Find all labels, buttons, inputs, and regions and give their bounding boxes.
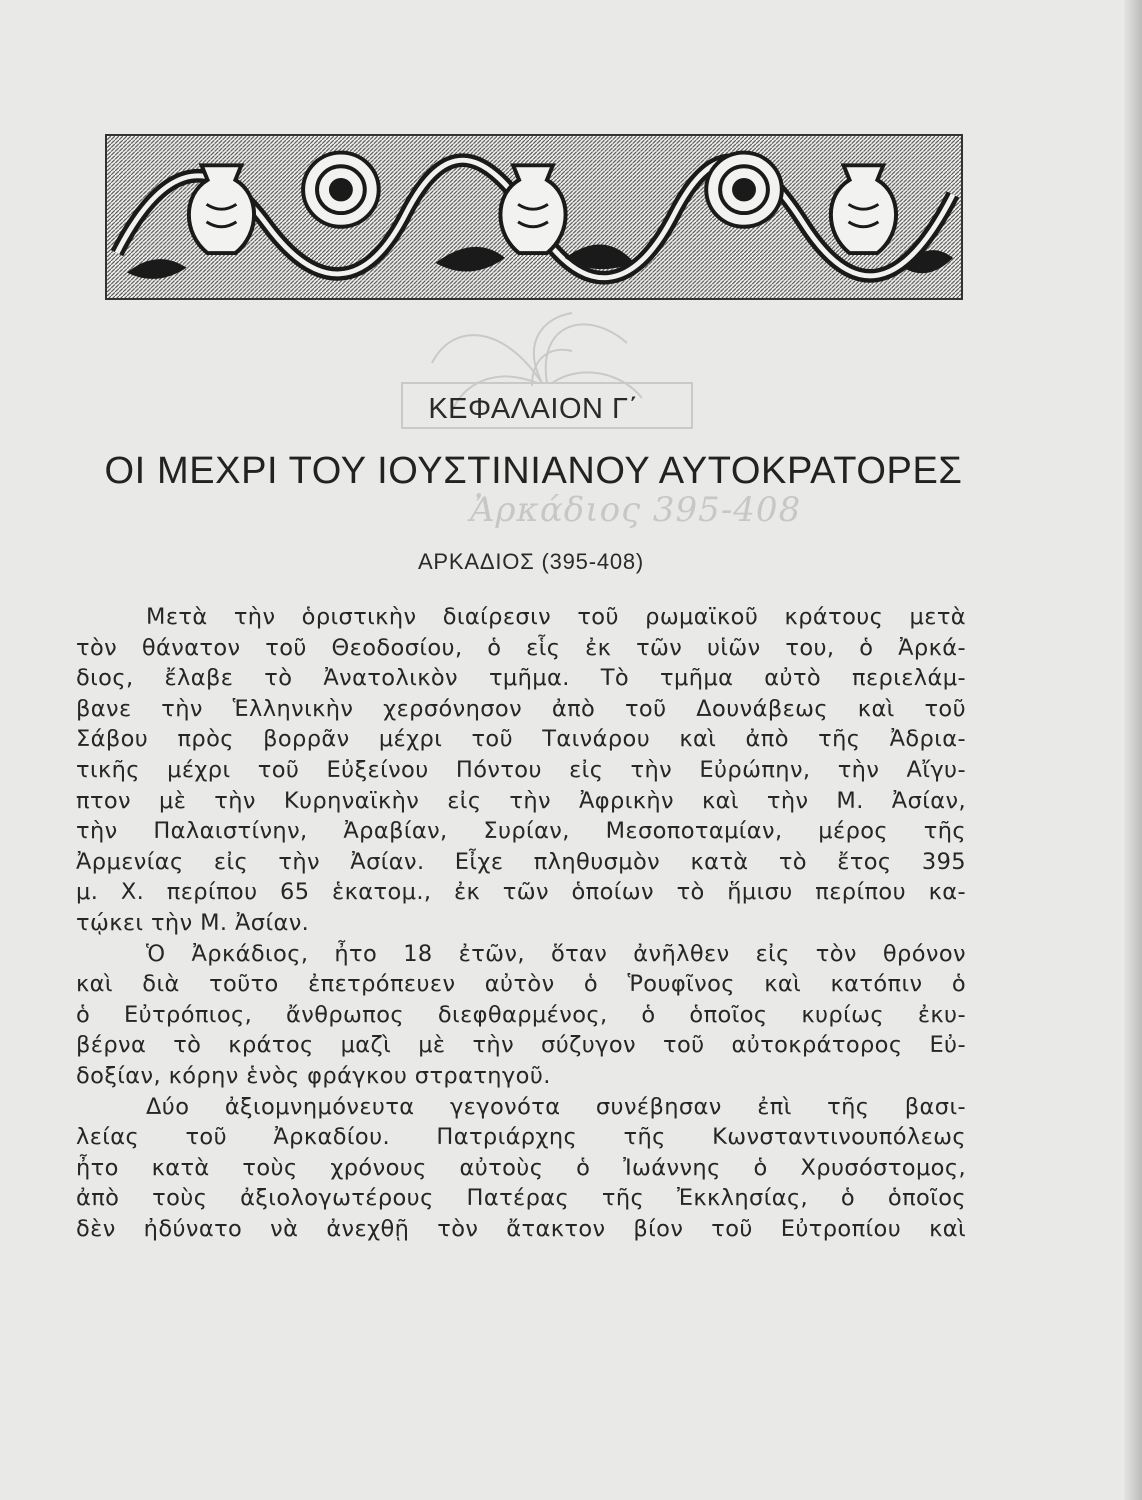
text-line: δὲν ἠδύνατο νὰ ἀνεχθῇ τὸν ἄτακτον βίον τοῦ Εὐτροπίου καὶ: [76, 1215, 966, 1242]
section-heading: ΑΡΚΑΔΙΟΣ (395-408): [417, 549, 645, 574]
text-line: δοξίαν, κόρην ἑνὸς φράγκου στρατηγοῦ.: [76, 1062, 551, 1089]
text-line: διος, ἔλαβε τὸ Ἀνατολικὸν τμῆμα. Τὸ τμῆμα αὐτὸ περιελάμ-: [76, 665, 966, 692]
body-text: [76, 602, 966, 1244]
text-line: Μετὰ τὴν ὁριστικὴν διαίρεσιν τοῦ ρωμαϊκοῦ κράτους μετὰ: [146, 604, 966, 630]
text-line: τὴν Παλαιστίνην, Ἀραβίαν, Συρίαν, Μεσοποταμίαν, μέρος τῆς: [76, 818, 966, 845]
text-line: ἦτο κατὰ τοὺς χρόνους αὐτοὺς ὁ Ἰωάννης ὁ Χρυσόστομος,: [76, 1154, 966, 1181]
text-line: τὸν θάνατον τοῦ Θεοδοσίου, ὁ εἷς ἐκ τῶν υἱῶν του, ὁ Ἀρκά-: [76, 634, 966, 661]
text-line: ἀπὸ τοὺς ἀξιολογωτέρους Πατέρας τῆς Ἐκκλησίας, ὁ ὁποῖος: [76, 1185, 966, 1212]
ornament-vine-icon: [107, 136, 961, 298]
text-line: ὁ Εὐτρόπιος, ἄνθρωπος διεφθαρμένος, ὁ ὁποῖος κυρίως ἐκυ-: [76, 1001, 966, 1028]
text-line: βανε τὴν Ἑλληνικὴν χερσόνησον ἀπὸ τοῦ Δουνάβεως καὶ τοῦ: [76, 695, 966, 722]
text-line: Ὁ Ἀρκάδιος, ἦτο 18 ἐτῶν, ὅταν ἀνῆλθεν εἰς τὸν θρόνον: [146, 940, 966, 967]
text-line: πτον μὲ τὴν Κυρηναϊκὴν εἰς τὴν Ἀφρικὴν καὶ τὴν Μ. Ἀσίαν,: [76, 787, 966, 814]
chapter-label: ΚΕΦΑΛΑΙΟΝ Γ΄: [428, 393, 639, 425]
ornamental-headpiece: [105, 134, 963, 300]
text-line: καὶ διὰ τοῦτο ἐπετρόπευεν αὐτὸν ὁ Ῥουφῖνος καὶ κατόπιν ὁ: [76, 971, 966, 998]
handwritten-pencil-note: Ἀρκάδιος 395-408: [470, 490, 802, 530]
text-line: Σάβου πρὸς βορρᾶν μέχρι τοῦ Ταινάρου καὶ ἀπὸ τῆς Ἀδρια-: [76, 726, 966, 753]
text-line: λείας τοῦ Ἀρκαδίου. Πατριάρχης τῆς Κωνσταντινουπόλεως: [76, 1124, 966, 1151]
text-line: βέρνα τὸ κράτος μαζὶ μὲ τὴν σύζυγον τοῦ αὐτοκράτορος Εὐ-: [76, 1032, 966, 1059]
text-line: τικῆς μέχρι τοῦ Εὐξείνου Πόντου εἰς τὴν Εὐρώπην, τὴν Αἴγυ-: [76, 756, 966, 783]
page-edge-shadow: [1124, 0, 1142, 1500]
text-line: τῴκει τὴν Μ. Ἀσίαν.: [76, 909, 310, 936]
text-line: Δύο ἀξιομνημόνευτα γεγονότα συνέβησαν ἐπὶ τῆς βασι-: [146, 1093, 966, 1120]
text-line: μ. Χ. περίπου 65 ἑκατομ., ἐκ τῶν ὁποίων τὸ ἥμισυ περίπου κα-: [76, 879, 966, 906]
text-line: Ἀρμενίας εἰς τὴν Ἀσίαν. Εἶχε πληθυσμὸν κατὰ τὸ ἔτος 395: [76, 848, 966, 875]
chapter-title: ΟΙ ΜΕΧΡΙ ΤΟΥ ΙΟΥΣΤΙΝΙΑΝΟΥ ΑΥΤΟΚΡΑΤΟΡΕΣ: [104, 450, 963, 492]
